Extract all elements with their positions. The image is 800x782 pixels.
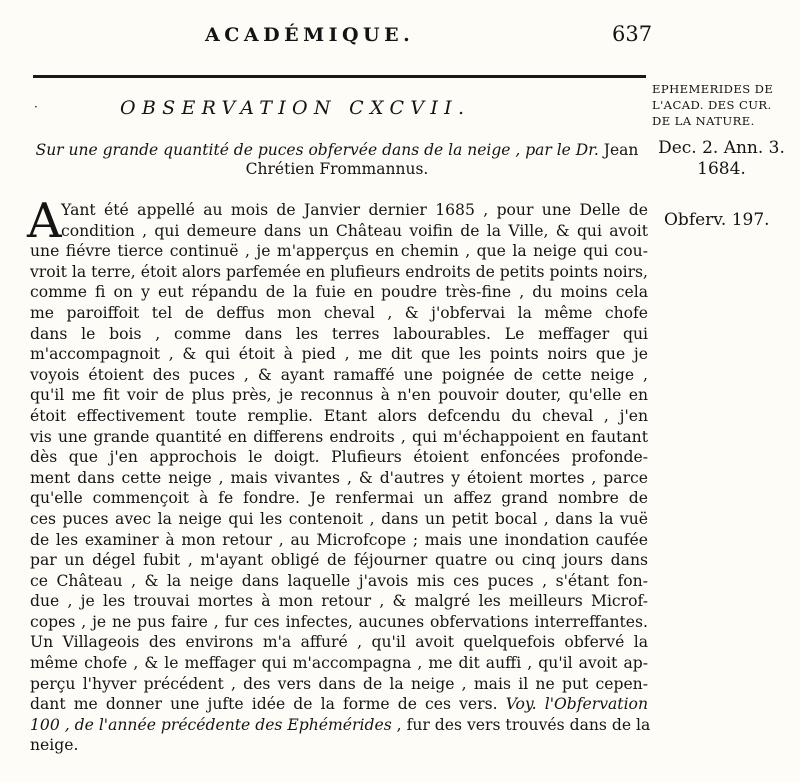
subtitle-italic: Sur une grande quantité de puces obfervée dans de la neige , par le Dr. [35,141,599,159]
body-line: ce Château , & la neige dans laquelle j'avois mis ces puces , s'étant fon- [30,571,648,590]
body-line: dans le bois , comme dans les terres labourables. Le meffager qui [30,324,648,343]
margin-date-line: Dec. 2. Ann. 3. [658,138,785,158]
body-line: Yant été appellé au mois de Janvier dernier 1685 , pour une Delle de [61,201,648,219]
margin-date [654,138,789,180]
dot-mark: · [34,100,38,114]
body-line: Un Villageois des environs m'a affuré , qu'il avoit quelquefois obfervé la [30,633,648,652]
reference-tail: , fur des vers trouvés dans de la [396,715,651,734]
margin-date-year: 1684. [697,159,746,179]
body-line-with-ref [30,694,648,715]
body-line: qu'il me fit voir de plus près, je reconnus à n'en pouvoir douter, qu'elle en [30,386,648,405]
article-body [27,193,651,756]
reference-number: 100 [30,715,60,734]
subtitle-author-rest: Chrétien Frommannus. [245,160,429,178]
body-line: comme fi on y eut répandu de la fuie en poudre très-fine , du moins cela [30,283,648,302]
body-line: ment dans cette neige , mais vivantes , & d'autres y étoient mortes , parce [30,468,648,487]
body-line: perçu l'hyver précédent , des vers dans de la neige , mais il ne put cepen- [30,674,648,693]
margin-observation-ref: Obferv. 197. [664,210,770,230]
observation-title: OBSERVATION CXCVII. [120,97,471,119]
margin-journal-line: L'ACAD. DES CUR. [652,98,772,112]
subtitle-author-first: Jean [603,141,639,159]
body-line: dès que j'en approchois le doigt. Plufieurs étoient enfoncées profonde- [30,448,648,467]
body-line: par un dégel fubit , m'ayant obligé de féjourner quatre ou cinq jours dans [30,551,648,570]
body-line-final: neige. [30,736,79,755]
drop-cap: A [27,193,62,249]
margin-journal-line: EPHEMERIDES DE [652,82,774,96]
body-line-ref [30,715,651,736]
margin-journal [652,81,782,129]
body-line: condition , qui demeure dans un Château voifin de la Ville, & qui avoit [61,221,648,240]
body-line: me paroiffoit tel de deffus mon cheval , & j'obfervai la même chofe [30,303,648,322]
body-line: due , je les trouvai mortes à mon retour , & malgré les meilleurs Microf- [30,592,648,611]
body-line: étoit effectivement toute remplie. Etant alors defcendu du cheval , j'en [30,406,648,425]
body-line: une fiévre tierce continuë , je m'apperçus en chemin , que la neige qui cou- [30,242,648,261]
body-line: ces puces avec la neige qui les contenoit , dans un petit bocal , dans la vuë [30,509,648,528]
body-line: copes , je ne pus faire , fur ces infectes, aucunes obfervations interreffantes. [30,612,648,631]
reference-italic-2: , de l'année précédente des Ephémérides [64,715,392,734]
body-line: qu'elle commençoit à fe fondre. Je renfermai un affez grand nombre de [30,489,648,508]
body-line: voyois étoient des puces , & ayant ramaffé une poignée de cette neige , [30,365,648,384]
margin-journal-line: DE LA NATURE. [652,114,755,128]
header-rule [33,75,646,78]
body-line: m'accompagnoit , & qui étoit à pied , me dit que les points noirs que je [30,345,648,364]
body-line: vroit la terre, étoit alors parfemée en plufieurs endroits de petits points noirs, [30,262,648,281]
body-line-text: dant me donner une jufte idée de la forme de ces vers. [30,695,498,714]
article-subtitle [28,141,646,179]
reference-italic: Voy. l'Obfervation [505,695,648,714]
page-number: 637 [612,22,653,46]
body-line: vis une grande quantité en differens endroits , qui m'échappoient en fautant [30,427,648,446]
running-head: ACADÉMIQUE. [205,24,415,46]
body-line: même chofe , & le meffager qui m'accompagna , me dit auffi , qu'il avoit ap- [30,654,648,673]
body-line: de les examiner à mon retour , au Microfcope ; mais une inondation caufée [30,530,648,549]
